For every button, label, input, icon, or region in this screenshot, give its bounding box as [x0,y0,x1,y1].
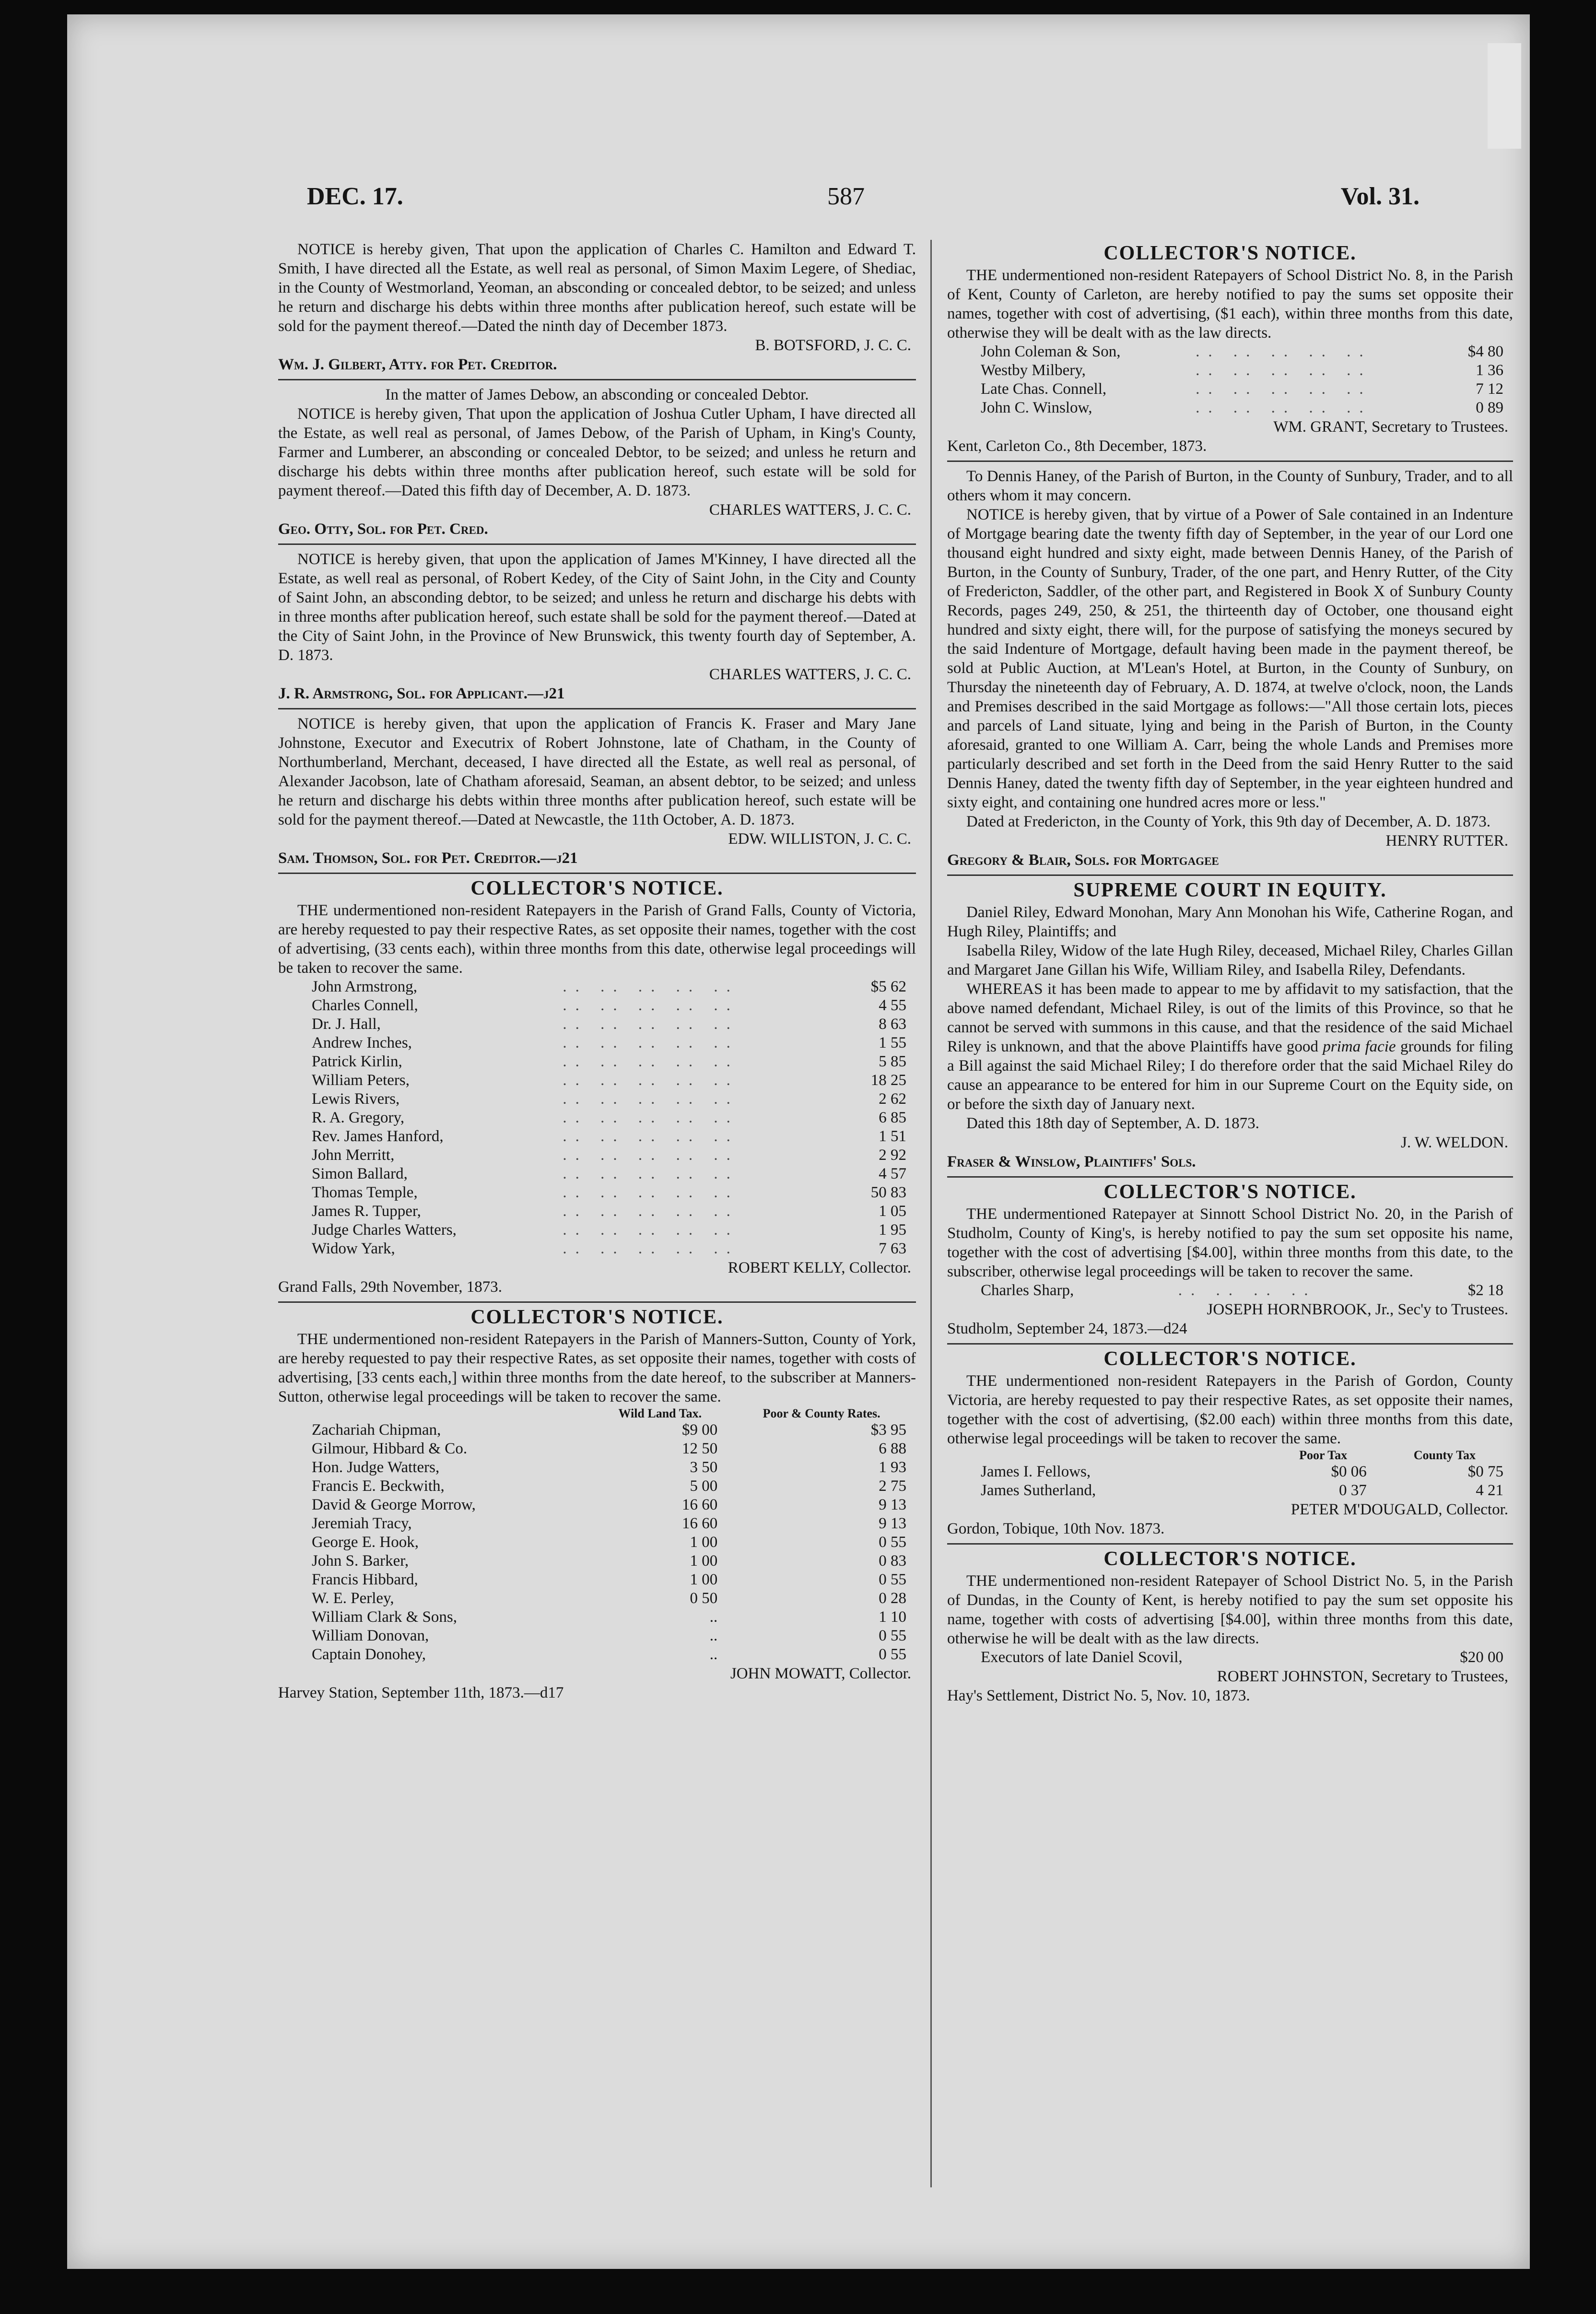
ratepayer-table [278,1406,916,1664]
table-row: William Peters, .. .. .. .. .. 18 25 [278,1071,916,1090]
notice-signature: HENRY RUTTER. [1385,832,1508,850]
left-column [278,240,916,1707]
ratepayer-name: Francis E. Beckwith, [312,1477,445,1495]
divider [278,379,916,380]
rate-amount: 5 00 [690,1477,718,1495]
header-date: DEC. 17. [307,183,403,210]
notice-caption: To Dennis Haney, of the Parish of Burton, in the County of Sunbury, Trader, and to all others whom it may concern. [947,468,1513,504]
ratepayer-name: Simon Ballard, [312,1165,408,1182]
rate-amount: 0 89 [1476,399,1503,416]
rate-amount: 2 75 [879,1477,906,1495]
rate-amount: 18 25 [870,1072,906,1089]
ratepayer-name: William Peters, [312,1072,410,1089]
table-row: Late Chas. Connell, .. .. .. .. .. 7 12 [947,380,1513,399]
rate-amount: 1 05 [879,1203,906,1220]
table-row: Patrick Kirlin, .. .. .. .. .. 5 85 [278,1052,916,1071]
notice-text: NOTICE is hereby given, that by virtue of a Power of Sale contained in an Indenture of Mortgage bearing date the twenty fifth day of September, in the year of our Lord one thousand eight hundred and sixty eight, made between Dennis Haney, of the Parish of Burton, in the County of Sunbury, Trader, of the one part, and Henry Rutter, of the City of Fredericton, Saddler, of the other part, and Registered in Book X of Sunbury County Records, pages 249, 250, & 251, the thirteenth day of October, one thousand eight hundred and sixty eight, there will, for the purpose of satisfying the moneys secured by the said Indenture of Mortgage, default having been made in the payment thereof, be sold at Public Auction, at M'Lean's Hotel, at Burton, in the County of Sunbury, on Thursday the nineteenth day of February, A. D. 1874, at twelve o'clock, noon, the Lands and Premises described in the said Mortgage as follows:—"All those certain lots, pieces and parcels of Land situate, lying and being in the Parish of Burton, in the County aforesaid, granted to one William A. Carr, being the whole Lands and Premises more particularly described and set forth in the Deed from the said Henry Rutter to the said Dennis Haney, dated the twenty fifth day of September, in the year eighteen hundred and sixty eight, and containing one hundred acres more or less." [947,506,1513,811]
ratepayer-table [947,1448,1513,1500]
ratepayer-name: Rev. James Hanford, [312,1128,444,1145]
notice-signature: WM. GRANT, Secretary to Trustees. [1273,418,1508,436]
rate-amount: 6 88 [879,1440,906,1457]
notice-text: THE undermentioned non-resident Ratepayer of School District No. 5, in the Parish of Dundas, in the County of Kent, is hereby notified to pay the sum set opposite his name, together with costs of advertising [$4.00], within three months from this date, otherwise he will be dealt with as the law directs. [947,1572,1513,1647]
table-row: Thomas Temple, .. .. .. .. .. 50 83 [278,1183,916,1202]
notice-title: SUPREME COURT IN EQUITY. [1073,879,1387,901]
collector-notice-manners-sutton [278,1308,916,1702]
divider [278,543,916,545]
ratepayer-name: Executors of late Daniel Scovil, [981,1649,1183,1666]
divider [947,460,1513,462]
rate-amount: $20 00 [1460,1649,1503,1666]
rate-amount: 9 13 [879,1515,906,1532]
rate-amount: .. [709,1608,718,1626]
column-separator [930,240,932,2187]
table-row: Judge Charles Watters, .. .. .. .. .. 1 95 [278,1221,916,1240]
ratepayer-name: John Merritt, [312,1146,395,1164]
divider [947,1543,1513,1545]
notice-text [947,980,1513,1114]
ratepayer-name: Captain Donohey, [312,1646,426,1663]
notice-text: THE undermentioned non-resident Ratepayers in the Parish of Gordon, County Victoria, are hereby requested to pay their respective Rates, as set opposite their names, together with the cost of advertising, ($2.00 each) within three months from this date, otherwise legal proceedings will be taken to recover the same. [947,1372,1513,1447]
ratepayer-name: Widow Yark, [312,1240,395,1257]
notice-signature: B. BOTSFORD, J. C. C. [755,337,911,354]
notice-title: COLLECTOR'S NOTICE. [470,877,724,899]
notice-place-date: Hay's Settlement, District No. 5, Nov. 10, 1873. [947,1687,1250,1704]
notice-title: COLLECTOR'S NOTICE. [1103,1348,1357,1370]
rate-amount: 2 62 [879,1090,906,1108]
notice-dated: Dated this 18th day of September, A. D. 1873. [966,1115,1259,1132]
rate-amount: 8 63 [879,1015,906,1033]
ratepayer-name: Charles Connell, [312,997,418,1014]
notice-attorney: Gregory & Blair, Sols. for Mortgagee [947,851,1219,869]
rate-amount: $4 80 [1467,343,1503,360]
rate-amount: 1 55 [879,1034,906,1051]
rate-amount: 7 63 [879,1240,906,1257]
notice-kedey [278,550,916,703]
divider [947,1343,1513,1345]
rate-amount: 6 85 [879,1109,906,1126]
notice-signature: JOHN MOWATT, Collector. [730,1665,911,1682]
page-header [67,182,1530,221]
rate-amount: $9 00 [682,1421,718,1439]
notice-text-italic: prima facie [1323,1038,1396,1055]
table-row [278,1645,916,1664]
rate-amount: 16 60 [682,1496,718,1513]
collector-notice-gordon [947,1349,1513,1538]
table-row: John Armstrong, .. .. .. .. .. $5 62 [278,978,916,996]
table-row [278,1608,916,1627]
ratepayer-name: Lewis Rivers, [312,1090,400,1108]
column-header: Wild Land Tax. [618,1406,702,1420]
ratepayer-name: Judge Charles Watters, [312,1221,457,1239]
notice-signature: CHARLES WATTERS, J. C. C. [709,666,911,683]
rate-amount: 0 50 [690,1590,718,1607]
table-row: Rev. James Hanford, .. .. .. .. .. 1 51 [278,1127,916,1146]
collector-notice-grand-falls [278,879,916,1297]
table-row: Westby Milbery, .. .. .. .. .. 1 36 [947,361,1513,380]
rate-amount: $0 06 [1331,1463,1367,1480]
ratepayer-name: Charles Sharp, [981,1282,1074,1299]
rate-amount: 1 36 [1476,362,1503,379]
ratepayer-name: William Clark & Sons, [312,1608,457,1626]
ratepayer-name: Zachariah Chipman, [312,1421,441,1439]
ratepayer-name: John Armstrong, [312,978,418,995]
ratepayer-table [947,1648,1513,1667]
rate-amount: 1 00 [690,1552,718,1570]
table-row [947,1463,1513,1481]
notice-caption: In the matter of James Debow, an absconding or concealed Debtor. [385,386,809,403]
rate-amount: 1 95 [879,1221,906,1239]
notice-signature: PETER M'DOUGALD, Collector. [1291,1501,1508,1518]
notice-signature: J. W. WELDON. [1401,1134,1508,1151]
ratepayer-name: R. A. Gregory, [312,1109,405,1126]
table-row: James R. Tupper, .. .. .. .. .. 1 05 [278,1202,916,1221]
table-row [278,1440,916,1458]
notice-signature: ROBERT KELLY, Collector. [728,1259,911,1276]
ratepayer-name: Thomas Temple, [312,1184,418,1201]
ratepayer-name: W. E. Perley, [312,1590,394,1607]
notice-debow [278,385,916,539]
notice-signature: JOSEPH HORNBROOK, Jr., Sec'y to Trustees. [1207,1301,1508,1318]
rate-amount: 0 55 [879,1627,906,1644]
notice-text-part: grounds for filing a Bill against the said Michael Riley; I do therefore order that the said Michael Riley do cause an appearance to be entered for him in our Supreme Court on the Equity side, on or before the sixth day of January next. [947,1038,1513,1113]
notice-title: COLLECTOR'S NOTICE. [1103,242,1357,264]
defendants: Isabella Riley, Widow of the late Hugh Riley, deceased, Michael Riley, Charles Gillan and Margaret Jane Gillan his Wife, William Riley, and Isabella Riley, Defendants. [947,942,1513,979]
ratepayer-table [947,342,1513,417]
table-row: John C. Winslow, .. .. .. .. .. 0 89 [947,399,1513,417]
newspaper-page [67,14,1530,2269]
notice-botsford [278,240,916,374]
ratepayer-table [947,1281,1513,1300]
rate-amount: 0 55 [879,1646,906,1663]
ratepayer-name: Jeremiah Tracy, [312,1515,412,1532]
ratepayer-name: John S. Barker, [312,1552,409,1570]
notice-place-date: Studholm, September 24, 1873.—d24 [947,1320,1187,1337]
ratepayer-table [278,978,916,1258]
ratepayer-name: James Sutherland, [981,1482,1096,1499]
table-row [278,1533,916,1552]
table-row: John Merritt, .. .. .. .. .. 2 92 [278,1146,916,1165]
table-row: Widow Yark, .. .. .. .. .. 7 63 [278,1240,916,1258]
ratepayer-name: George E. Hook, [312,1534,419,1551]
notice-place-date: Grand Falls, 29th November, 1873. [278,1278,503,1296]
table-row: Charles Sharp, .. .. .. .. $2 18 [947,1281,1513,1300]
rate-amount: 2 92 [879,1146,906,1164]
rate-amount: 1 51 [879,1128,906,1145]
rate-amount: .. [709,1646,718,1663]
table-row [278,1552,916,1570]
table-row [278,1421,916,1440]
rate-amount: 50 83 [870,1184,906,1201]
rate-amount: $5 62 [870,978,906,995]
notice-attorney: Fraser & Winslow, Plaintiffs' Sols. [947,1153,1196,1170]
table-row: Lewis Rivers, .. .. .. .. .. 2 62 [278,1090,916,1109]
notice-text: THE undermentioned non-resident Ratepayers in the Parish of Manners-Sutton, County of York, are hereby requested to pay their respective Rates, as set opposite their names, together with costs of advertising, [33 cents each,] within three months from the date hereof, to the subscriber at Manners-Sutton, otherwise legal proceedings will be taken to recover the same. [278,1331,916,1405]
notice-text: THE undermentioned Ratepayer at Sinnott School District No. 20, in the Parish of Studholm, County of King's, is hereby notified to pay the sum set opposite his name, together with the cost of advertising [$4.00], within three months from this date, to the subscriber, otherwise legal proceedings will be taken to recover the same. [947,1205,1513,1280]
collector-notice-dundas [947,1549,1513,1705]
column-header: Poor Tax [1299,1448,1348,1462]
table-row [278,1477,916,1496]
rate-amount: 0 28 [879,1590,906,1607]
notice-attorney: J. R. Armstrong, Sol. for Applicant.—j21 [278,685,565,702]
collector-notice-kent [947,244,1513,456]
ratepayer-name: Hon. Judge Watters, [312,1459,440,1476]
ratepayer-name: John Coleman & Son, [981,343,1121,360]
notice-signature: EDW. WILLISTON, J. C. C. [728,830,911,848]
notice-text: NOTICE is hereby given, that upon the application of James M'Kinney, I have directed all the Estate, as well real as personal, of Robert Kedey, of the City of Saint John, in the City and County of Saint John, an absconding debtor, to be seized; and unless he return and discharge his debts with in three months after publication hereof, such estate shall be sold for the payment thereof.—Dated at the City of Saint John, in the Province of New Brunswick, this twenty fourth day of September, A. D. 1873. [278,551,916,664]
notice-text: NOTICE is hereby given, That upon the application of Charles C. Hamilton and Edward T. Smith, I have directed all the Estate, as well real as personal, of Simon Maxim Legere, of Shediac, in the County of Westmorland, Yeoman, an absconding or concealed debtor, to be seized; and unless he return and discharge his debts within three months after publication hereof, such estate will be sold for the payment thereof.—Dated the ninth day of December 1873. [278,241,916,335]
table-row [947,1481,1513,1500]
rate-amount: 4 57 [879,1165,906,1182]
divider [947,1176,1513,1178]
mortgage-sale-notice [947,467,1513,870]
rate-amount: 1 00 [690,1571,718,1588]
ratepayer-name: John C. Winslow, [981,399,1092,416]
rate-amount: 1 93 [879,1459,906,1476]
table-row [278,1496,916,1514]
ratepayer-name: David & George Morrow, [312,1496,476,1513]
notice-jacobson [278,714,916,868]
table-row: Dr. J. Hall, .. .. .. .. .. 8 63 [278,1015,916,1034]
rate-amount: 4 55 [879,997,906,1014]
right-column [947,240,1513,1710]
notice-signature: ROBERT JOHNSTON, Secretary to Trustees, [1217,1668,1508,1685]
ratepayer-name: William Donovan, [312,1627,429,1644]
table-row [947,1648,1513,1667]
table-row [278,1570,916,1589]
table-row [278,1589,916,1608]
notice-text: NOTICE is hereby given, That upon the application of Joshua Cutler Upham, I have directed all the Estate, as well real as personal, of James Debow, of the Parish of Upham, in King's County, Farmer and Lumberer, an absconding or concealed Debtor, to be seized; and unless he return and discharge his debts within three months after publication hereof, such estate will be sold for payment thereof.—Dated this fifth day of December, A. D. 1873. [278,405,916,499]
rate-amount: .. [709,1627,718,1644]
ratepayer-name: Andrew Inches, [312,1034,412,1051]
notice-signature: CHARLES WATTERS, J. C. C. [709,501,911,519]
ratepayer-name: Gilmour, Hibbard & Co. [312,1440,468,1457]
table-row: Andrew Inches, .. .. .. .. .. 1 55 [278,1034,916,1052]
notice-dated: Dated at Fredericton, in the County of York, this 9th day of December, A. D. 1873. [966,813,1490,830]
ratepayer-name: Dr. J. Hall, [312,1015,381,1033]
rate-amount: 12 50 [682,1440,718,1457]
notice-place-date: Harvey Station, September 11th, 1873.—d17 [278,1684,564,1701]
rate-amount: 1 10 [879,1608,906,1626]
rate-amount: $2 18 [1467,1282,1503,1299]
divider [278,873,916,874]
rate-amount: $0 75 [1467,1463,1503,1480]
ratepayer-name: James I. Fellows, [981,1463,1091,1480]
column-header: County Tax [1413,1448,1476,1462]
notice-place-date: Gordon, Tobique, 10th Nov. 1873. [947,1520,1165,1537]
notice-title: COLLECTOR'S NOTICE. [1103,1548,1357,1570]
notice-text: THE undermentioned non-resident Ratepayers in the Parish of Grand Falls, County of Victoria, are hereby requested to pay their respective Rates, as set opposite their names, together with the cost of advertising, (33 cents each), within three months from this date, otherwise legal proceedings will be taken to recover the same. [278,902,916,977]
notice-title: COLLECTOR'S NOTICE. [470,1306,724,1328]
header-volume: Vol. 31. [1340,183,1420,210]
ratepayer-name: Late Chas. Connell, [981,380,1107,398]
divider [947,874,1513,876]
column-header: Poor & County Rates. [763,1406,880,1420]
table-row [278,1627,916,1645]
ratepayer-name: Patrick Kirlin, [312,1053,402,1070]
table-row: R. A. Gregory, .. .. .. .. .. 6 85 [278,1109,916,1127]
rate-amount: 3 50 [690,1459,718,1476]
rate-amount: 16 60 [682,1515,718,1532]
ratepayer-name: Westby Milbery, [981,362,1086,379]
notice-place-date: Kent, Carleton Co., 8th December, 1873. [947,437,1207,455]
ratepayer-name: Francis Hibbard, [312,1571,418,1588]
rate-amount: 5 85 [879,1053,906,1070]
page-edge-tab [1488,43,1521,149]
notice-text-part: WHEREAS it has been made to appear to me by affidavit to my satisfaction, that the above named defendant, Michael Riley, is out of the limits of this Province, so that he cannot be served with summons in this cause, and that the residence of the said Michael Riley is unknown, and that the above Plaintiffs have good [947,980,1513,1055]
table-row: John Coleman & Son, .. .. .. .. .. $4 80 [947,342,1513,361]
table-row [278,1458,916,1477]
rate-amount: 1 00 [690,1534,718,1551]
collector-notice-studholm [947,1182,1513,1338]
notice-attorney: Wm. J. Gilbert, Atty. for Pet. Creditor. [278,356,557,373]
notice-text: NOTICE is hereby given, that upon the application of Francis K. Fraser and Mary Jane Johnstone, Executor and Executrix of Robert Johnstone, late of Chatham, in the County of Northumberland, Merchant, deceased, I have directed all the Estate, as well real as personal, of Alexander Jacobson, late of Chatham aforesaid, Seaman, an absent debtor, to be seized; and unless he return and discharge his debts within three months after publication hereof, such estate will be sold for the payment thereof.—Dated at Newcastle, the 11th October, A. D. 1873. [278,715,916,828]
divider [278,708,916,709]
notice-title: COLLECTOR'S NOTICE. [1103,1181,1357,1203]
rate-amount: 4 21 [1476,1482,1503,1499]
notice-attorney: Geo. Otty, Sol. for Pet. Cred. [278,520,488,538]
rate-amount: 9 13 [879,1496,906,1513]
rate-amount: $3 95 [870,1421,906,1439]
rate-amount: 0 83 [879,1552,906,1570]
divider [278,1301,916,1303]
notice-text: THE undermentioned non-resident Ratepayers of School District No. 8, in the Parish of Kent, County of Carleton, are hereby notified to pay the sums set opposite their names, together with cost of advertising, ($1 each), within three months from this date, otherwise they will be dealt with as the law directs. [947,267,1513,342]
table-row: Charles Connell, .. .. .. .. .. 4 55 [278,996,916,1015]
header-page-number: 587 [827,183,865,210]
rate-amount: 7 12 [1476,380,1503,398]
table-row [278,1514,916,1533]
rate-amount: 0 55 [879,1571,906,1588]
supreme-court-notice [947,881,1513,1171]
ratepayer-name: James R. Tupper, [312,1203,421,1220]
rate-amount: 0 55 [879,1534,906,1551]
rate-amount: 0 37 [1339,1482,1367,1499]
plaintiffs: Daniel Riley, Edward Monohan, Mary Ann Monohan his Wife, Catherine Rogan, and Hugh Riley, Plaintiffs; and [947,904,1513,940]
table-row: Simon Ballard, .. .. .. .. .. 4 57 [278,1165,916,1183]
notice-attorney: Sam. Thomson, Sol. for Pet. Creditor.—j21 [278,850,578,867]
